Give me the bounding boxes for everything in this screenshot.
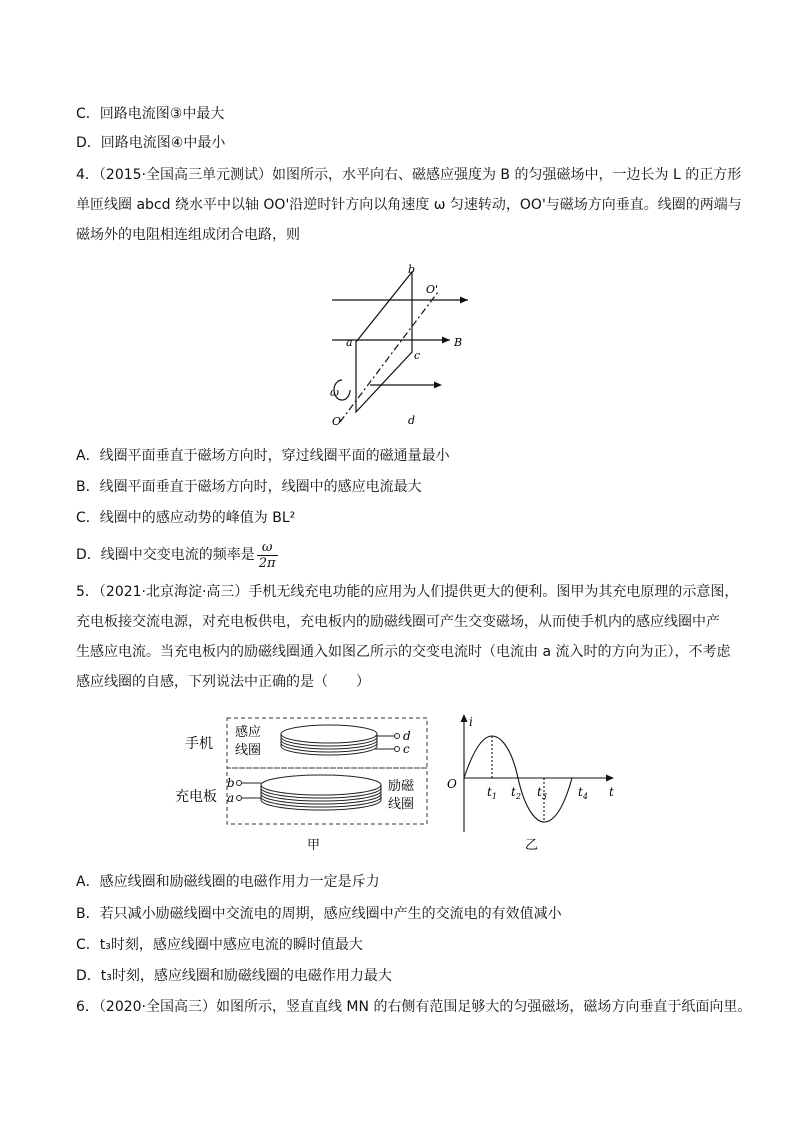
terminal-label-c: c [403,742,410,756]
q4-option-c: C．线圈中的感应动势的峰值为 BL² [76,510,296,526]
q3-option-c: C．回路电流图③中最大 [76,106,225,122]
figure-caption-jia: 甲 [307,838,321,853]
field-arrow-head [442,337,450,344]
terminal-label-d: d [403,729,411,743]
field-arrow-head [434,382,442,389]
coil-frame [356,272,412,412]
q4-option-a: A．线圈平面垂直于磁场方向时，穿过线圈平面的磁通量最小 [76,448,450,464]
q5-stem [76,577,739,697]
q4-stem-line: 4．（2015·全国高三单元测试）如图所示，水平向右、磁感应强度为 B 的匀强磁场中，一边长为 L 的正方形 [76,167,742,183]
coil-label-a: a [346,336,353,349]
tick-label-t2: $t_2$ [511,785,521,801]
terminal-a [237,796,242,801]
coil-label-c: c [414,349,421,362]
field-arrow-head [460,297,468,304]
axis-label-t: t [609,785,614,799]
y-axis-arrow [461,714,468,722]
terminal-c [395,747,400,752]
axis-label-o: O [332,415,342,428]
tick-label-t1: $t_1$ [487,785,497,801]
q5-option-a: A．感应线圈和励磁线圈的电磁作用力一定是斥力 [76,874,380,890]
fraction-numerator: ω [257,540,278,556]
excitation-coil [261,775,381,810]
origin-label: O [447,777,457,791]
axis-label-i: i [469,715,473,729]
phone-label: 手机 [185,736,213,752]
coil-label-d: d [408,414,416,427]
q5-stem-line: 生感应电流。当充电板内的励磁线圈通入如图乙所示的交变电流时（电流由 a 流入时的方向为正），不考虑 [76,644,731,660]
axis-label-o-prime: O' [426,283,439,296]
q4-option-b: B．线圈平面垂直于磁场方向时，线圈中的感应电流最大 [76,479,422,495]
excitation-coil-label-1: 励磁 [388,779,415,794]
figure-caption-yi: 乙 [525,838,539,853]
field-label-b: B [454,336,463,349]
terminal-label-b: b [227,776,235,790]
tick-label-t4: $t_4$ [578,785,588,801]
q4-coil-figure [320,262,480,432]
q5-figure-jia [175,712,435,857]
q4-stem-line: 单匝线圈 abcd 绕水平中以轴 OO'沿逆时针方向以角速度 ω 匀速转动，OO'与磁场方向垂直。线圈的两端与 [76,197,742,213]
frequency-fraction [257,540,278,571]
q5-option-d: D．t₃时刻，感应线圈和励磁线圈的电磁作用力最大 [76,968,392,984]
q4-stem-line: 磁场外的电阻相连组成闭合电路，则 [76,227,300,243]
q5-stem-line: 5．（2021·北京海淀·高三）手机无线充电功能的应用为人们提供更大的便利。图甲为其充电原理的示意图， [76,584,739,600]
q5-option-c: C．t₃时刻，感应线圈中感应电流的瞬时值最大 [76,937,363,953]
q5-option-b: B．若只减小励磁线圈中交流电的周期，感应线圈中产生的交流电的有效值减小 [76,906,562,922]
excitation-coil-label-2: 线圈 [388,797,415,812]
terminal-label-a: a [227,791,235,805]
induction-coil [281,725,377,755]
terminal-d [395,734,400,739]
q4-stem [76,160,742,250]
coil-label-b: b [408,263,416,276]
omega-label: ω [330,386,339,399]
x-axis-arrow [606,775,614,782]
sine-curve [464,736,572,822]
induction-coil-label-2: 线圈 [235,743,262,758]
q3-option-d: D．回路电流图④中最小 [76,135,226,151]
q5-stem-line: 充电板接交流电源，对充电板供电，充电板内的励磁线圈可产生交变磁场，从而使手机内的感应线圈中产 [76,614,720,630]
q4-option-d [76,538,278,572]
terminal-b [237,781,242,786]
q4-option-d-text: D．线圈中交变电流的频率是 [76,547,255,563]
q5-stem-line: 感应线圈的自感，下列说法中正确的是（ ） [76,674,370,690]
tick-label-t3: $t_3$ [537,785,547,801]
board-label: 充电板 [175,789,217,805]
induction-coil-label-1: 感应 [235,725,262,740]
q6-stem: 6．（2020·全国高三）如图所示，竖直直线 MN 的右侧有范围足够大的匀强磁场，磁场方向垂直于纸面向里。 [76,999,752,1015]
q5-figure-yi [442,712,622,857]
fraction-denominator: 2π [258,555,276,571]
